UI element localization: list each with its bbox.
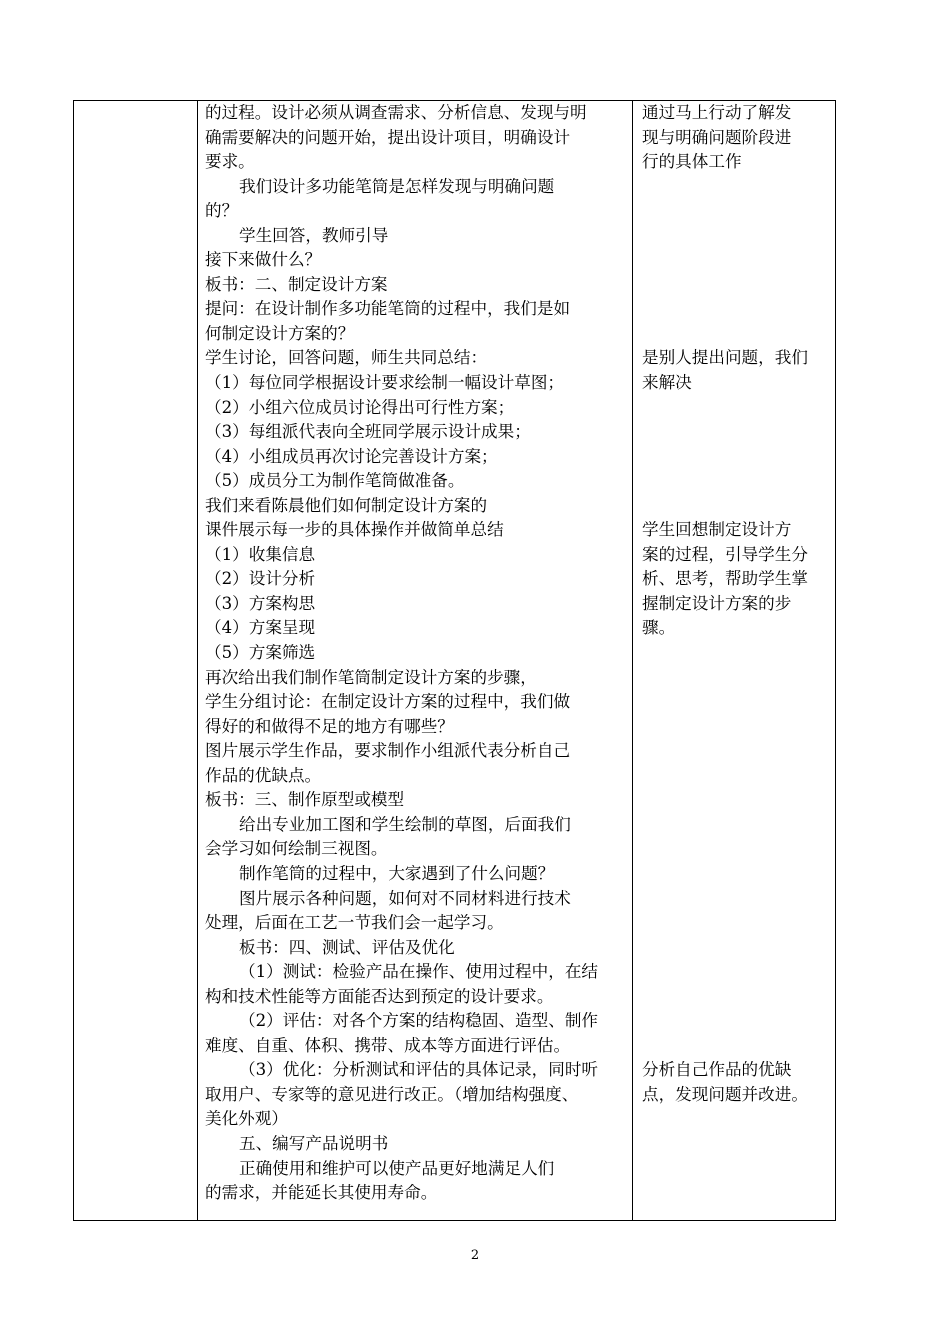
- note-line: 通过马上行动了解发: [642, 103, 792, 122]
- note-line: 分析自己作品的优缺: [642, 1060, 792, 1080]
- content-line: 五、编写产品说明书: [239, 1133, 389, 1153]
- note-line: [642, 469, 828, 494]
- content-line: （3）每组派代表向全班同学展示设计成果；: [205, 422, 531, 442]
- content-line: （1）每位同学根据设计要求绘制一幅设计草图；: [205, 373, 565, 393]
- content-line: （3）方案构思: [205, 593, 316, 613]
- note-line: [642, 985, 828, 1010]
- content-line: 接下来做什么？: [205, 250, 322, 270]
- note-line: [642, 887, 828, 912]
- content-line: 得好的和做得不足的地方有哪些？: [205, 716, 454, 736]
- note-line: 骤。: [642, 618, 676, 638]
- content-line: （2）小组六位成员讨论得出可行性方案；: [205, 397, 515, 417]
- content-line: 学生回答，教师引导: [239, 225, 389, 245]
- content-line: （1）测试：检验产品在操作、使用过程中，在结: [239, 962, 599, 982]
- note-line: [642, 739, 828, 764]
- note-line: [642, 224, 828, 249]
- note-line: [642, 715, 828, 740]
- note-line: [642, 248, 828, 273]
- note-line: [642, 420, 828, 445]
- content-line: 难度、自重、体积、携带、成本等方面进行评估。: [205, 1035, 571, 1055]
- content-line: 图片展示学生作品，要求制作小组派代表分析自己: [205, 741, 571, 761]
- content-line: 图片展示各种问题，如何对不同材料进行技术: [239, 888, 571, 908]
- note-line: [642, 297, 828, 322]
- note-line: [642, 273, 828, 298]
- note-line: 学生回想制定设计方: [642, 520, 792, 540]
- note-line: [642, 445, 828, 470]
- note-line: 握制定设计方案的步: [642, 593, 792, 613]
- note-line: [642, 862, 828, 887]
- content-line: 的？: [205, 201, 239, 221]
- note-line: [642, 396, 828, 421]
- note-line: 来解决: [642, 373, 692, 393]
- note-line: [642, 788, 828, 813]
- note-line: 是别人提出问题，我们: [642, 348, 808, 368]
- content-line: 制作笔筒的过程中，大家遇到了什么问题？: [239, 863, 555, 883]
- note-line: [642, 936, 828, 961]
- content-line: 给出专业加工图和学生绘制的草图，后面我们: [239, 814, 571, 834]
- design-intent-column: [642, 101, 828, 1220]
- content-line: （3）优化：分析测试和评估的具体记录，同时听: [239, 1060, 599, 1080]
- content-line: 我们来看陈晨他们如何制定设计方案的: [205, 495, 488, 515]
- content-line: （2）评估：对各个方案的结构稳固、造型、制作: [239, 1011, 599, 1031]
- content-line: （4）方案呈现: [205, 618, 316, 638]
- note-line: [642, 199, 828, 224]
- content-line: 学生讨论，回答问题，师生共同总结：: [205, 348, 488, 368]
- note-line: [642, 837, 828, 862]
- content-line: 美化外观）: [205, 1109, 288, 1129]
- note-line: 案的过程，引导学生分: [642, 544, 808, 564]
- column-divider-left: [197, 101, 198, 1220]
- note-line: 行的具体工作: [642, 152, 742, 172]
- content-line: 会学习如何绘制三视图。: [205, 839, 388, 859]
- note-line: [642, 322, 828, 347]
- content-line: 提问：在设计制作多功能笔筒的过程中，我们是如: [205, 299, 571, 319]
- note-line: [642, 690, 828, 715]
- content-line: 正确使用和维护可以使产品更好地满足人们: [239, 1158, 555, 1178]
- note-line: 点，发现问题并改进。: [642, 1084, 808, 1104]
- content-line: （5）成员分工为制作笔筒做准备。: [205, 471, 465, 491]
- note-line: 现与明确问题阶段进: [642, 127, 792, 147]
- content-line: 我们设计多功能笔筒是怎样发现与明确问题: [239, 176, 555, 196]
- content-line: 构和技术性能等方面能否达到预定的设计要求。: [205, 986, 554, 1006]
- content-line: 作品的优缺点。: [205, 765, 322, 785]
- content-line: 取用户、专家等的意见进行改正。（增加结构强度、: [205, 1084, 579, 1104]
- content-line: （4）小组成员再次讨论完善设计方案；: [205, 446, 498, 466]
- content-line: 板书：三、制作原型或模型: [205, 790, 405, 810]
- note-line: [642, 641, 828, 666]
- note-line: [642, 764, 828, 789]
- note-line: [642, 494, 828, 519]
- note-line: [642, 911, 828, 936]
- content-line: （2）设计分析: [205, 569, 316, 589]
- page-number: 2: [470, 1248, 480, 1263]
- note-line: [642, 175, 828, 200]
- note-line: [642, 813, 828, 838]
- content-line: 再次给出我们制作笔筒制定设计方案的步骤，: [205, 667, 537, 687]
- content-line: 的需求，并能延长其使用寿命。: [205, 1183, 438, 1203]
- note-line: [642, 666, 828, 691]
- content-line: 的过程。设计必须从调查需求、分析信息、发现与明: [205, 103, 587, 122]
- content-line: 板书：二、制定设计方案: [205, 274, 388, 294]
- content-line: （1）收集信息: [205, 544, 316, 564]
- content-line: 学生分组讨论：在制定设计方案的过程中，我们做: [205, 692, 571, 712]
- note-line: [642, 960, 828, 985]
- note-line: [642, 1009, 828, 1034]
- content-line: 板书：四、测试、评估及优化: [239, 937, 455, 957]
- content-line: 要求。: [205, 152, 255, 172]
- content-line: 何制定设计方案的？: [205, 323, 355, 343]
- content-line: 确需要解决的问题开始，提出设计项目，明确设计: [205, 127, 571, 147]
- content-line: （5）方案筛选: [205, 643, 316, 663]
- note-line: 析、思考，帮助学生掌: [642, 569, 808, 589]
- note-line: [642, 1034, 828, 1059]
- teaching-content-column: [205, 101, 627, 1220]
- content-line: 处理，后面在工艺一节我们会一起学习。: [205, 913, 504, 933]
- column-divider-right: [632, 101, 633, 1220]
- content-line: 课件展示每一步的具体操作并做简单总结: [205, 520, 504, 540]
- lesson-table: [73, 100, 836, 1221]
